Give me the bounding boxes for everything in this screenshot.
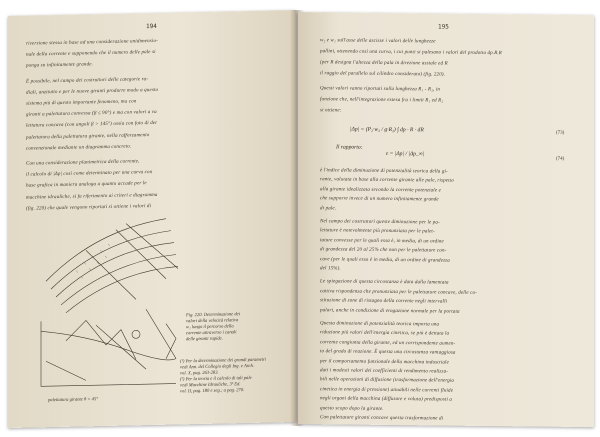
text-line: per il comportamento funzionale della macchina industriale xyxy=(320,358,449,366)
equation-number-73: (73) xyxy=(556,130,565,136)
text-line: questo scopo dopo la girante. xyxy=(320,405,384,412)
footnote-line: vedi Macchine Idrauliche, 3ª Ed. xyxy=(180,381,241,388)
text-line: Con una considerazione planimetrica della corrente, xyxy=(26,159,140,167)
text-line: di pale. xyxy=(320,205,337,211)
text-line: rante, valutata in base alla corrente girante alle pale, rispetto xyxy=(320,177,454,185)
text-line: cattiva rispondenza che pronunziata per le palettature concave, delle co- xyxy=(320,289,477,296)
text-line: Con palettature giranti concave questa trasformazione di xyxy=(320,415,444,422)
text-line: sistema più di questo importante fenomeno, ma con xyxy=(26,99,137,107)
figure-220-diagram xyxy=(26,208,196,392)
formula-74: ε = |Δp| / |Δp_∞| xyxy=(386,150,425,158)
text-line: Le spiegazione di questa circostanza è data dalla lamentata xyxy=(320,279,449,286)
text-line: tature convesse per le quali essa è, in media, di un ordine xyxy=(320,238,444,245)
text-line: convenzionale mediante un diagramma concreto. xyxy=(26,144,132,152)
text-line: (fig. 220) che quale vengono riportati si ottiene i valori di xyxy=(26,203,152,212)
text-line: cave (per le quali esso è in media, di un ordine di grandezza xyxy=(320,256,450,264)
text-line: funzione che, nell'integrazione estesa fra i limiti R₁ ed R₂ xyxy=(320,97,444,104)
text-line: nale della corrente e supponendo che il numero delle pale si xyxy=(26,50,156,58)
text-line: lettatura concava (con angoli β > 145°) ossia con foto di det xyxy=(26,121,157,130)
text-line: diali, anzitutto e per le nuove giranti produrre modo a questo xyxy=(26,87,159,96)
text-line: giranti a palettatura convessa (β ≤ 90°) e ma con valori a va xyxy=(26,110,157,118)
text-line: il raggio del parallelo sul cilindro considerato) (fig. 220). xyxy=(320,71,446,78)
right-page xyxy=(298,12,594,427)
text-line: to del grado di reazione. È questa una circostanza vantaggiosa xyxy=(320,349,456,356)
text-line: bili nelle operazioni di diffusione (trasformazione dell'energia xyxy=(320,377,455,385)
left-page xyxy=(8,10,296,428)
caption-line: w₂ lungo il percorso della xyxy=(186,323,234,330)
formula-label: Il rapporto: xyxy=(336,144,363,151)
text-line: è l'indice della diminuzione di potenzialità teorica della gi- xyxy=(320,168,448,175)
text-line: È possibile, nel campo dei costruttori delle categorie ra- xyxy=(26,76,149,85)
text-line: Questa diminuzione di potenzialità teorica importa una xyxy=(320,321,440,328)
text-line: (per R designa l'altezza della pala in direzione assiale ed R xyxy=(320,60,448,67)
footnote-line: vol. X, pag. 263-283. xyxy=(180,369,219,376)
text-line: il calcolo di |Δp| così come determinato per una curva con xyxy=(26,170,153,178)
text-line: si ottiene: xyxy=(320,108,342,114)
text-line: palari, anche in condizione di erogazione normale per la portata xyxy=(320,307,460,315)
text-line: pallini, ottenendo così una curva, i cui punti si palesano i valori del prodotto dp.R.R xyxy=(320,49,503,57)
text-line: w₂ e w₁ sull'asse delle ascisse i valori delle lunghezze xyxy=(320,38,436,45)
text-line: stituzione di zone di ristagno della corrente negli intervalli xyxy=(320,298,448,305)
text-line: che supporre invece di un numero infinitamente grande xyxy=(320,196,439,203)
text-line: base grafica in maniera analoga a quanto accade per le xyxy=(26,181,147,190)
right-page-number: 195 xyxy=(438,23,449,31)
formula-73: |Δp| = (P₂·w₂ / g·R₂) ∫ dp · R · dR xyxy=(350,126,424,134)
footnote-line: vedi Ann. del Collegio degli Ing. e Arch. xyxy=(180,362,254,370)
footnote-line: vol. II, pag. 180 e seg.; a pag. 270. xyxy=(180,387,245,394)
text-line: Nel campo dei costruttori queste diminuzione per le pa- xyxy=(320,219,440,226)
text-line: ponga su infinitamente grande. xyxy=(26,62,93,70)
text-line: negli organi della macchina (diffusore e voluta) predisposti a xyxy=(320,396,453,403)
text-line: dati i modesti valori dei coefficienti di rendimento realizza- xyxy=(320,368,449,375)
text-line: del 15%). xyxy=(320,266,341,272)
caption-line: Fig. 220. Determinazione dei xyxy=(186,311,240,318)
caption-line: delle giranti rapide. xyxy=(186,335,223,342)
caption-line: corrente attraverso i canali xyxy=(186,329,237,336)
text-line: di grandezza del 20 al 25% che non per le palettature con- xyxy=(320,247,447,254)
text-line: Questi valori vanno riportati sulla lunghezza R₁ - R₂, in xyxy=(320,86,441,93)
text-line: palettatura della palettatura girante, nella rafforzamento xyxy=(26,132,150,141)
equation-number-74: (74) xyxy=(556,156,565,162)
footnote-line: (¹) Per la determinazione dei grandi parametri xyxy=(180,356,267,364)
text-line: macchine idrauliche, si fa riferimento ai criteri e diagramma xyxy=(26,192,158,201)
text-line: corrente congiunta della girante, ed un corrispondente aumen- xyxy=(320,340,456,347)
open-book xyxy=(8,10,594,430)
text-line: lettature è notevolmente più pronunziata per le palet- xyxy=(320,228,435,235)
caption-line: valori della velocità relativa xyxy=(186,317,239,324)
text-line: riversione stessa in base ad una considerazione unidimensio- xyxy=(26,38,158,47)
text-line: alla girante idealizzata secondo la corrente potenziale e xyxy=(320,187,441,194)
left-page-number: 194 xyxy=(146,22,157,31)
footnote-line: (²) Per la teoria e il calcolo di tali pale xyxy=(180,374,252,382)
figure-label: palettatura girante θ = 45° xyxy=(48,396,99,403)
text-line: riduzione più valori dell'energia cinetica, se più è dettata la xyxy=(320,330,450,337)
text-line: cinetica in energia di pressione) attuabili nelle correnti fluide xyxy=(320,387,454,394)
